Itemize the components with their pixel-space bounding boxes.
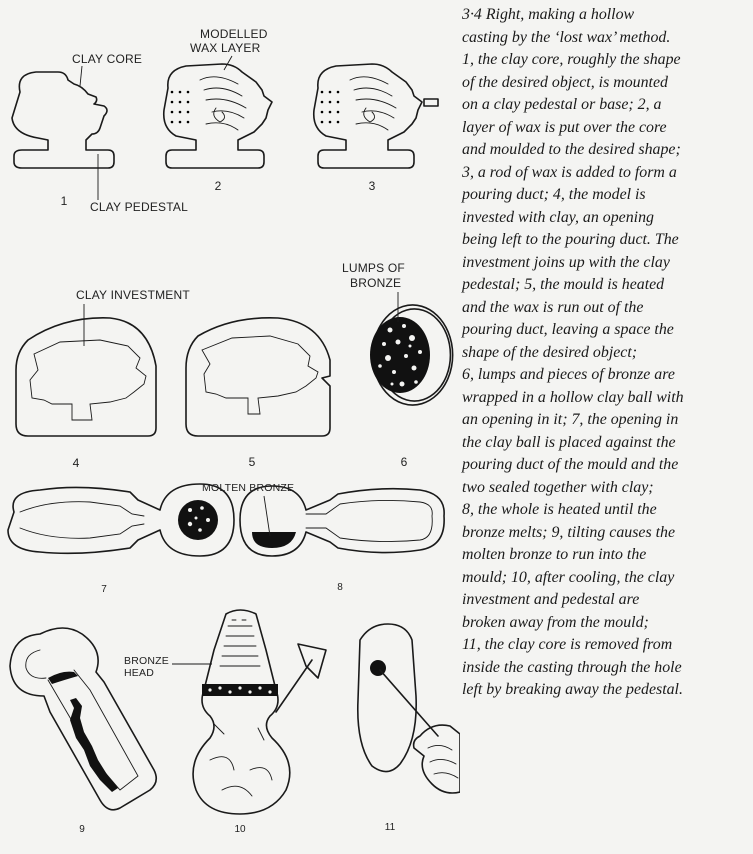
caption-line: investment joins up with the clay [462,253,670,271]
caption-line: bronze melts; 9, tilting causes the [462,523,676,541]
step-2-wax-stipple [171,91,190,124]
step-number-2: 2 [214,179,222,193]
caption-line: pedestal; 5, the mould is heated [462,276,665,293]
molten-bronze-label: MOLTEN BRONZE [202,482,295,494]
step-2-wax-layer [164,64,272,168]
step-number-10: 10 [234,824,246,835]
bronze-head-label-1: BRONZE [124,655,169,667]
caption-line: broken away from the mould; [462,613,649,631]
caption-line: the clay ball is placed against the [462,433,676,451]
lumps-label-2: BRONZE [350,276,402,290]
step-1-clay-core [12,72,114,168]
caption-line: investment and pedestal are [462,591,640,608]
caption-line: pouring duct; 4, the model is [462,186,646,203]
clay-core-leader [80,66,82,86]
step-11-core-removal [358,624,438,772]
caption-line: 11, the clay core is removed from [462,636,673,653]
clay-core-label: CLAY CORE [72,52,143,66]
step-8-molten-bronze [240,486,444,556]
caption-line: casting by the ‘lost wax’ method. [462,28,671,46]
step-number-8: 8 [337,582,343,593]
caption-line: being left to the pouring duct. The [462,231,679,248]
step-5-mould-cavity [186,318,330,436]
step-number-7: 7 [101,584,107,595]
caption-line: mould; 10, after cooling, the clay [462,568,675,586]
step-number-3: 3 [368,179,376,193]
caption-line: layer of wax is put over the core [462,118,667,136]
step-number-6: 6 [400,455,408,469]
caption-line: inside the casting through the hole [462,658,682,676]
caption-line: an opening in it; 7, the opening in [462,411,679,428]
step-6-bronze-ball [370,305,453,405]
molten-bronze-leader [264,496,270,536]
figure-caption [462,4,752,702]
step-4-clay-investment [16,318,156,436]
step-number-4: 4 [72,456,80,470]
caption-line: 8, the whole is heated until the [462,501,657,518]
caption-line: wrapped in a hollow clay ball with [462,388,684,406]
caption-line: 3·4 Right, making a hollow [462,6,635,23]
caption-line: of the desired object, is mounted [462,73,668,91]
step-7-joined-mould [8,484,234,556]
clay-pedestal-label: CLAY PEDESTAL [90,200,188,214]
step-3-pouring-duct [314,64,438,168]
wax-layer-label-1: MODELLED [200,27,268,41]
caption-line: left by breaking away the pedestal. [462,681,683,698]
caption-line: on a clay pedestal or base; 2, a [462,96,662,113]
caption-line: invested with clay, an opening [462,208,654,226]
caption-line: pouring duct, leaving a space the [462,321,674,338]
caption-line: 3, a rod of wax is added to form a [462,163,677,181]
caption-line: 6, lumps and pieces of bronze are [462,366,675,383]
step-number-1: 1 [60,194,68,208]
step-10-hammer [276,644,326,712]
caption-line: shape of the desired object; [462,343,638,361]
lumps-label-1: LUMPS OF [342,261,405,275]
caption-line: and the wax is run out of the [462,298,644,316]
caption-line: 1, the clay core, roughly the shape [462,51,681,68]
bronze-head-label-2: HEAD [124,667,154,679]
caption-line: molten bronze to run into the [462,546,647,563]
caption-line: and moulded to the desired shape; [462,141,681,158]
step-number-11: 11 [384,822,396,833]
wax-layer-leader [224,56,232,70]
caption-line: pouring duct of the mould and the [462,456,679,473]
wax-layer-label-2: WAX LAYER [190,41,261,55]
clay-investment-label: CLAY INVESTMENT [76,288,190,302]
caption-line: two sealed together with clay; [462,478,654,496]
step-number-9: 9 [79,824,85,835]
step-3-wax-stipple [321,91,340,124]
step-number-5: 5 [248,455,256,469]
